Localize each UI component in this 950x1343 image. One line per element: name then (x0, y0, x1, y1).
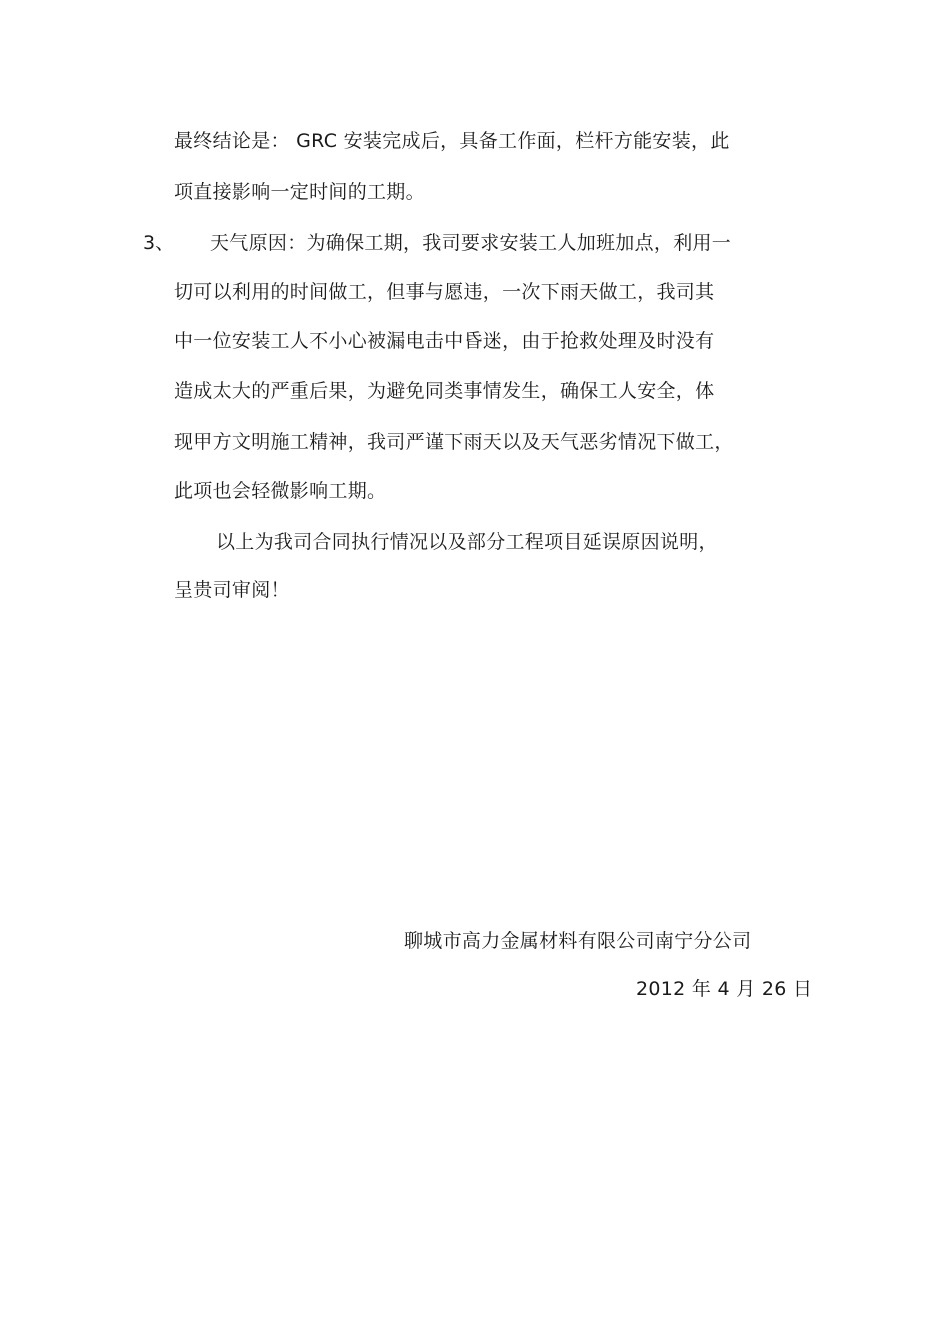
conclusion-line-1: 最终结论是： GRC 安装完成后，具备工作面，栏杆方能安装，此 (174, 130, 730, 152)
item-3-number: 3、 (143, 232, 175, 254)
item-3-line-5: 现甲方文明施工精神，我司严谨下雨天以及天气恶劣情况下做工， (174, 431, 734, 453)
signature-company: 聊城市高力金属材料有限公司南宁分公司 (404, 930, 752, 952)
item-3-line-6: 此项也会轻微影响工期。 (174, 480, 387, 502)
signature-date: 2012 年 4 月 26 日 (636, 978, 813, 1000)
item-3-line-3: 中一位安装工人不小心被漏电击中昏迷，由于抢救处理及时没有 (174, 330, 715, 352)
conclusion-line-2: 项直接影响一定时间的工期。 (174, 181, 425, 203)
closing-line-1: 以上为我司合同执行情况以及部分工程项目延误原因说明， (216, 531, 718, 553)
item-3-line-4: 造成太大的严重后果，为避免同类事情发生，确保工人安全，体 (174, 380, 715, 402)
closing-line-2: 呈贵司审阅！ (174, 579, 290, 601)
item-3-line-1: 天气原因：为确保工期，我司要求安装工人加班加点，利用一 (210, 232, 732, 254)
item-3-line-2: 切可以利用的时间做工，但事与愿违，一次下雨天做工，我司其 (174, 281, 715, 303)
